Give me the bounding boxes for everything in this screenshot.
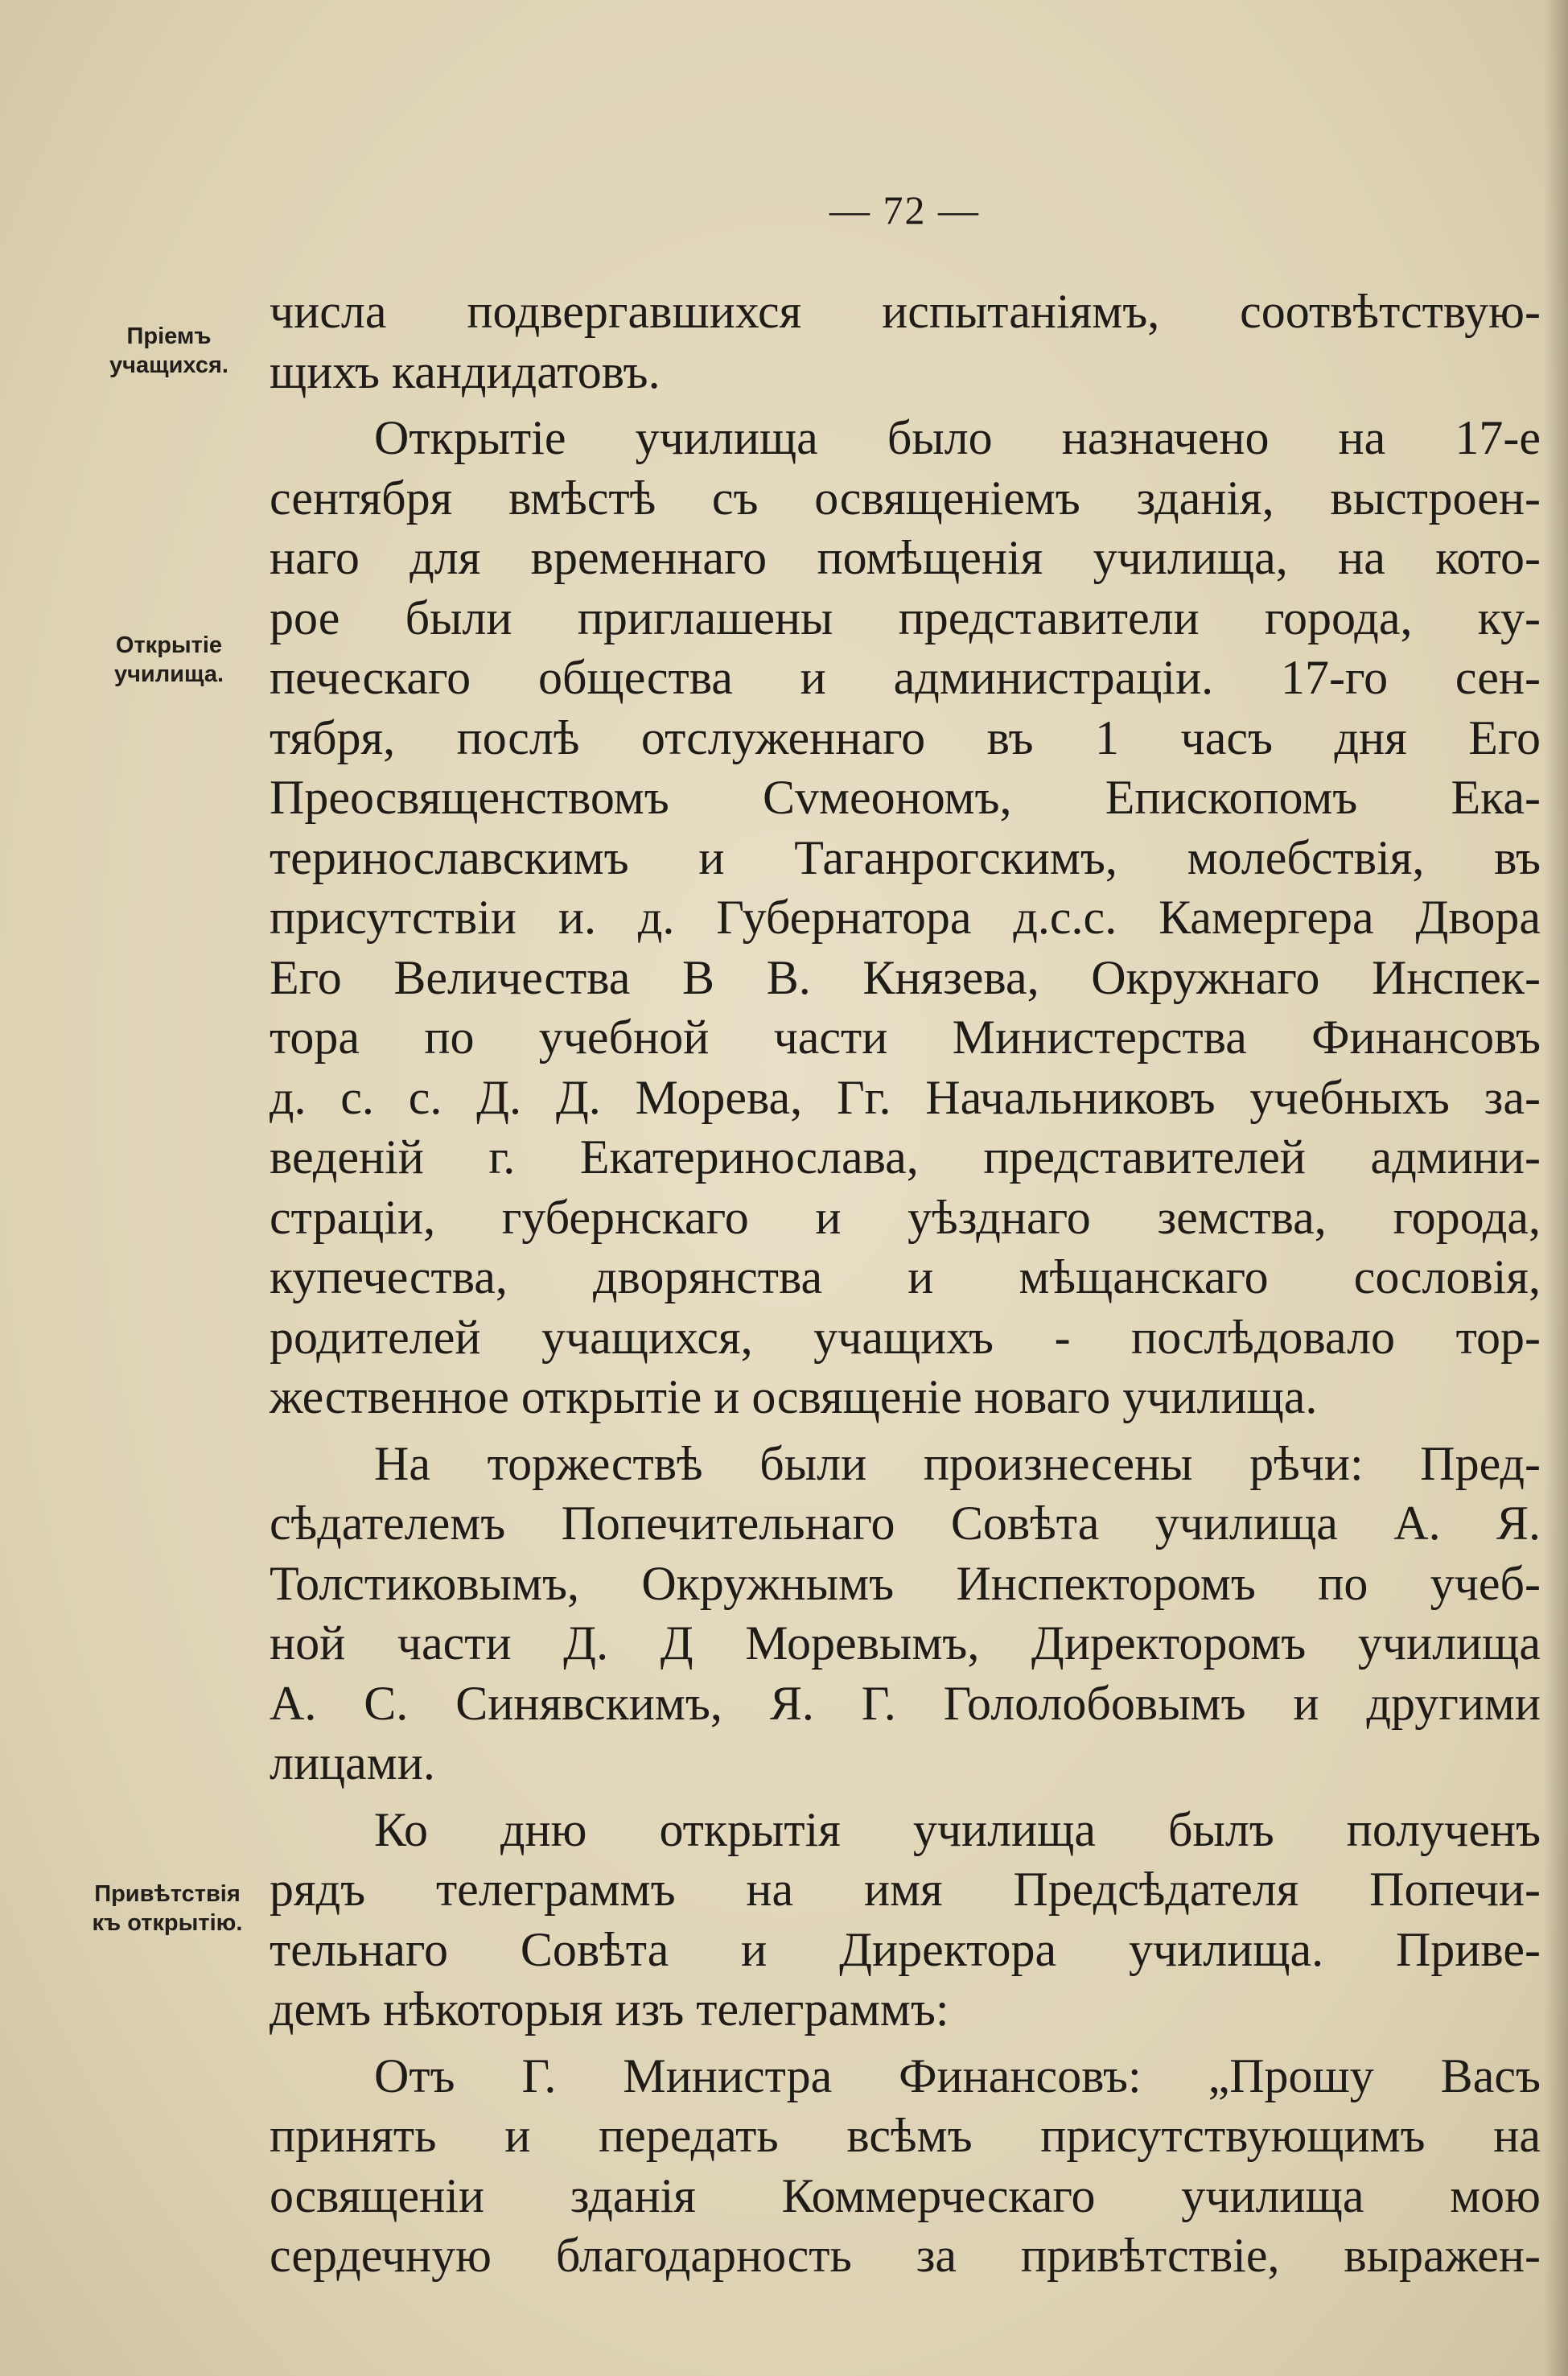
text-line: теринославскимъ и Таганрогскимъ, молебствія, въ bbox=[270, 830, 1541, 884]
text-line: страціи, губернскаго и уѣзднаго земства, города, bbox=[270, 1190, 1541, 1244]
body-text bbox=[270, 282, 1541, 2286]
margin-note-line: Пріемъ bbox=[126, 323, 212, 349]
text-line: демъ нѣкоторыя изъ телеграммъ: bbox=[270, 1983, 949, 2036]
margin-note-opening bbox=[72, 631, 265, 689]
text-line: На торжествѣ были произнесены рѣчи: Пред- bbox=[374, 1436, 1541, 1490]
text-line: щихъ кандидатовъ. bbox=[270, 344, 661, 398]
margin-note-line: Привѣтствія bbox=[94, 1881, 241, 1907]
text-line: Отъ Г. Министра Финансовъ: „Прошу Васъ bbox=[374, 2049, 1541, 2102]
text-line: Ко дню открытія училища былъ полученъ bbox=[374, 1802, 1541, 1856]
text-line: тября, послѣ отслуженнаго въ 1 часъ дня Его bbox=[270, 710, 1541, 764]
text-line: сентября вмѣстѣ съ освященіемъ зданія, выстроен- bbox=[270, 471, 1541, 525]
text-line: освященіи зданія Коммерческаго училища мою bbox=[270, 2168, 1541, 2222]
text-line: рядъ телеграммъ на имя Предсѣдателя Попечи- bbox=[270, 1863, 1541, 1916]
text-line: тора по учебной части Министерства Финансовъ bbox=[270, 1011, 1541, 1064]
text-line: наго для временнаго помѣщенія училища, на кото- bbox=[270, 531, 1541, 584]
text-line: купечества, дворянства и мѣщанскаго сословія, bbox=[270, 1250, 1541, 1303]
text-line: д. с. с. Д. Д. Морева, Гг. Начальниковъ учебныхъ за- bbox=[270, 1070, 1541, 1124]
margin-note-line: училища. bbox=[113, 661, 224, 687]
text-line: присутствіи и. д. Губернатора д.с.с. Камергера Двора bbox=[270, 891, 1541, 944]
text-line: Преосвященствомъ Сvмеономъ, Епископомъ Ека- bbox=[270, 771, 1541, 824]
page-number: — 72 — bbox=[829, 187, 980, 233]
text-line: сердечную благодарность за привѣтствіе, выражен- bbox=[270, 2229, 1541, 2282]
page-edge-shadow bbox=[1544, 0, 1568, 2376]
text-line: жественное открытіе и освященіе новаго училища. bbox=[270, 1370, 1318, 1423]
margin-note-admission bbox=[72, 322, 265, 380]
text-line: лицами. bbox=[270, 1736, 435, 1789]
text-line: Толстиковымъ, Окружнымъ Инспекторомъ по учеб- bbox=[270, 1556, 1541, 1610]
text-line: Открытіе училища было назначено на 17-е bbox=[374, 411, 1541, 464]
text-line: родителей учащихся, учащихъ - послѣдовало тор- bbox=[270, 1310, 1541, 1364]
text-line: сѣдателемъ Попечительнаго Совѣта училища А. Я. bbox=[270, 1497, 1541, 1550]
text-line: числа подвергавшихся испытаніямъ, соотвѣтствую- bbox=[270, 285, 1541, 338]
margin-note-line: учащихся. bbox=[109, 352, 228, 378]
margin-note-line: къ открытію. bbox=[92, 1910, 243, 1936]
margin-note-greetings bbox=[71, 1880, 264, 1937]
text-line: рое были приглашены представители города, ку- bbox=[270, 591, 1541, 644]
text-line: принять и передать всѣмъ присутствующимъ на bbox=[270, 2109, 1541, 2162]
text-line: А. С. Синявскимъ, Я. Г. Гололобовымъ и другими bbox=[270, 1676, 1541, 1730]
text-line: Его Величества В В. Князева, Окружнаго Инспек- bbox=[270, 950, 1541, 1004]
text-line: ной части Д. Д Моревымъ, Директоромъ училища bbox=[270, 1616, 1541, 1670]
text-line: веденій г. Екатеринослава, представителей админи- bbox=[270, 1130, 1541, 1184]
margin-note-line: Открытіе bbox=[115, 632, 223, 658]
text-line: печескаго общества и администраціи. 17-го сен- bbox=[270, 651, 1541, 704]
text-line: тельнаго Совѣта и Директора училища. Приве- bbox=[270, 1922, 1541, 1976]
